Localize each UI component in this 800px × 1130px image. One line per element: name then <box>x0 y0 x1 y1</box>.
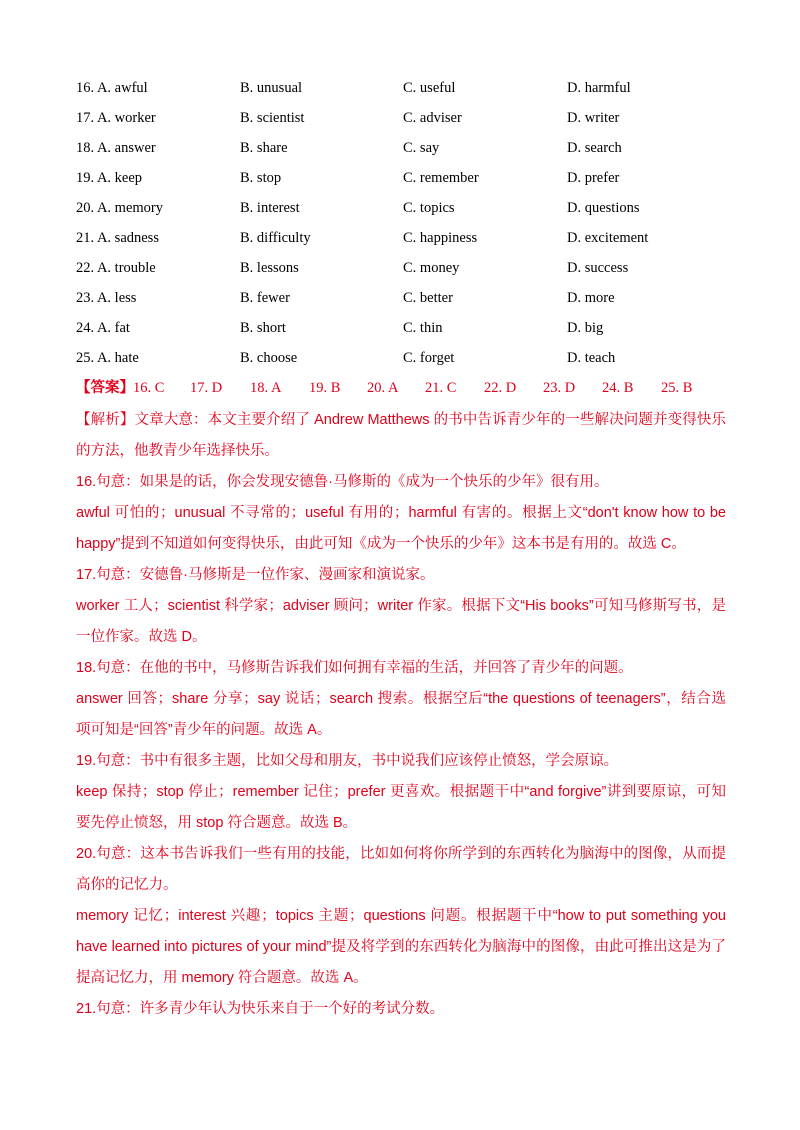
explanation-paragraph: 16.句意：如果是的话，你会发现安德鲁·马修斯的《成为一个快乐的少年》很有用。 <box>76 474 609 490</box>
option-row <box>0 227 800 249</box>
answer-item: 20. A <box>367 380 399 396</box>
question-number-and-option-a: 25. A. hate <box>76 350 139 366</box>
answer-item: 16. C <box>133 380 165 396</box>
option-row <box>0 317 800 339</box>
option-c: C. thin <box>403 320 443 336</box>
option-d: D. teach <box>567 350 616 366</box>
option-row <box>0 347 800 369</box>
option-b: B. stop <box>240 170 282 186</box>
explanation-paragraph: answer 回答；share 分享；say 说话；search 搜索。根据空后“the questions of teenagers”，结合选项可知是“回答”青少年的问题。故选 A。 <box>76 691 726 738</box>
explanation-paragraph: 19.句意：书中有很多主题，比如父母和朋友，书中说我们应该停止愤怒，学会原谅。 <box>76 753 619 769</box>
option-row <box>0 77 800 99</box>
option-b: B. interest <box>240 200 300 216</box>
option-b: B. unusual <box>240 80 303 96</box>
answer-item: 18. A <box>250 380 282 396</box>
answer-key <box>76 376 736 400</box>
option-d: D. excitement <box>567 230 649 246</box>
option-d: D. search <box>567 140 622 156</box>
option-c: C. happiness <box>403 230 478 246</box>
question-number-and-option-a: 23. A. less <box>76 290 137 306</box>
answer-item: 22. D <box>484 380 517 396</box>
question-number-and-option-a: 22. A. trouble <box>76 260 156 276</box>
answer-item: 25. B <box>661 380 693 396</box>
explanation-paragraph: 18.句意：在他的书中，马修斯告诉我们如何拥有幸福的生活，并回答了青少年的问题。 <box>76 660 633 676</box>
option-row <box>0 167 800 189</box>
question-number-and-option-a: 16. A. awful <box>76 80 148 96</box>
option-d: D. more <box>567 290 615 306</box>
option-row <box>0 107 800 129</box>
explanation-section <box>76 405 726 1025</box>
option-b: B. short <box>240 320 286 336</box>
option-b: B. scientist <box>240 110 305 126</box>
option-row <box>0 197 800 219</box>
question-number-and-option-a: 18. A. answer <box>76 140 156 156</box>
answer-label: 【答案】 <box>76 380 134 396</box>
option-c: C. say <box>403 140 440 156</box>
answer-item: 23. D <box>543 380 576 396</box>
option-row <box>0 137 800 159</box>
option-c: C. adviser <box>403 110 462 126</box>
question-number-and-option-a: 21. A. sadness <box>76 230 159 246</box>
question-number-and-option-a: 20. A. memory <box>76 200 163 216</box>
option-b: B. lessons <box>240 260 299 276</box>
answer-item: 21. C <box>425 380 457 396</box>
option-d: D. harmful <box>567 80 631 96</box>
option-c: C. topics <box>403 200 455 216</box>
explanation-paragraph: 20.句意：这本书告诉我们一些有用的技能，比如如何将你所学到的东西转化为脑海中的图像，从而提高你的记忆力。 <box>76 846 726 893</box>
answer-item: 17. D <box>190 380 223 396</box>
option-b: B. choose <box>240 350 298 366</box>
option-d: D. writer <box>567 110 620 126</box>
question-number-and-option-a: 17. A. worker <box>76 110 156 126</box>
explanation-paragraph: awful 可怕的；unusual 不寻常的；useful 有用的；harmful 有害的。根据上文“don't know how to be happy”提到不知道如何变得快乐，由此可知《成为一个快乐的少年》这本书是有用的。故选 C。 <box>76 505 726 552</box>
option-b: B. difficulty <box>240 230 311 246</box>
question-number-and-option-a: 24. A. fat <box>76 320 130 336</box>
explanation-paragraph: keep 保持；stop 停止；remember 记住；prefer 更喜欢。根据题干中“and forgive”讲到要原谅，可知要先停止愤怒，用 stop 符合题意。故选 B。 <box>76 784 726 831</box>
option-b: B. fewer <box>240 290 290 306</box>
explanation-summary: 【解析】文章大意：本文主要介绍了 Andrew Matthews 的书中告诉青少年的一些解决问题并变得快乐的方法，他教青少年选择快乐。 <box>76 412 726 459</box>
option-c: C. forget <box>403 350 455 366</box>
option-d: D. prefer <box>567 170 620 186</box>
answer-item: 19. B <box>309 380 341 396</box>
explanation-paragraph: memory 记忆；interest 兴趣；topics 主题；questions 问题。根据题干中“how to put something you have learned into pictures of your mind”提及将学到的东西转化为脑海中的图像，由此可推出这是为了提高记忆力，用 memory 符合题意。故选 A。 <box>76 908 726 986</box>
option-row <box>0 287 800 309</box>
option-c: C. better <box>403 290 453 306</box>
question-number-and-option-a: 19. A. keep <box>76 170 143 186</box>
explanation-paragraph: worker 工人；scientist 科学家；adviser 顾问；writer 作家。根据下文“His books”可知马修斯写书，是一位作家。故选 D。 <box>76 598 726 645</box>
option-row <box>0 257 800 279</box>
option-d: D. big <box>567 320 604 336</box>
option-c: C. remember <box>403 170 479 186</box>
option-c: C. money <box>403 260 460 276</box>
explanation-paragraph: 17.句意：安德鲁·马修斯是一位作家、漫画家和演说家。 <box>76 567 435 583</box>
explanation-paragraph: 21.句意：许多青少年认为快乐来自于一个好的考试分数。 <box>76 1001 445 1017</box>
option-d: D. success <box>567 260 629 276</box>
answer-item: 24. B <box>602 380 634 396</box>
option-d: D. questions <box>567 200 640 216</box>
option-b: B. share <box>240 140 288 156</box>
option-c: C. useful <box>403 80 456 96</box>
